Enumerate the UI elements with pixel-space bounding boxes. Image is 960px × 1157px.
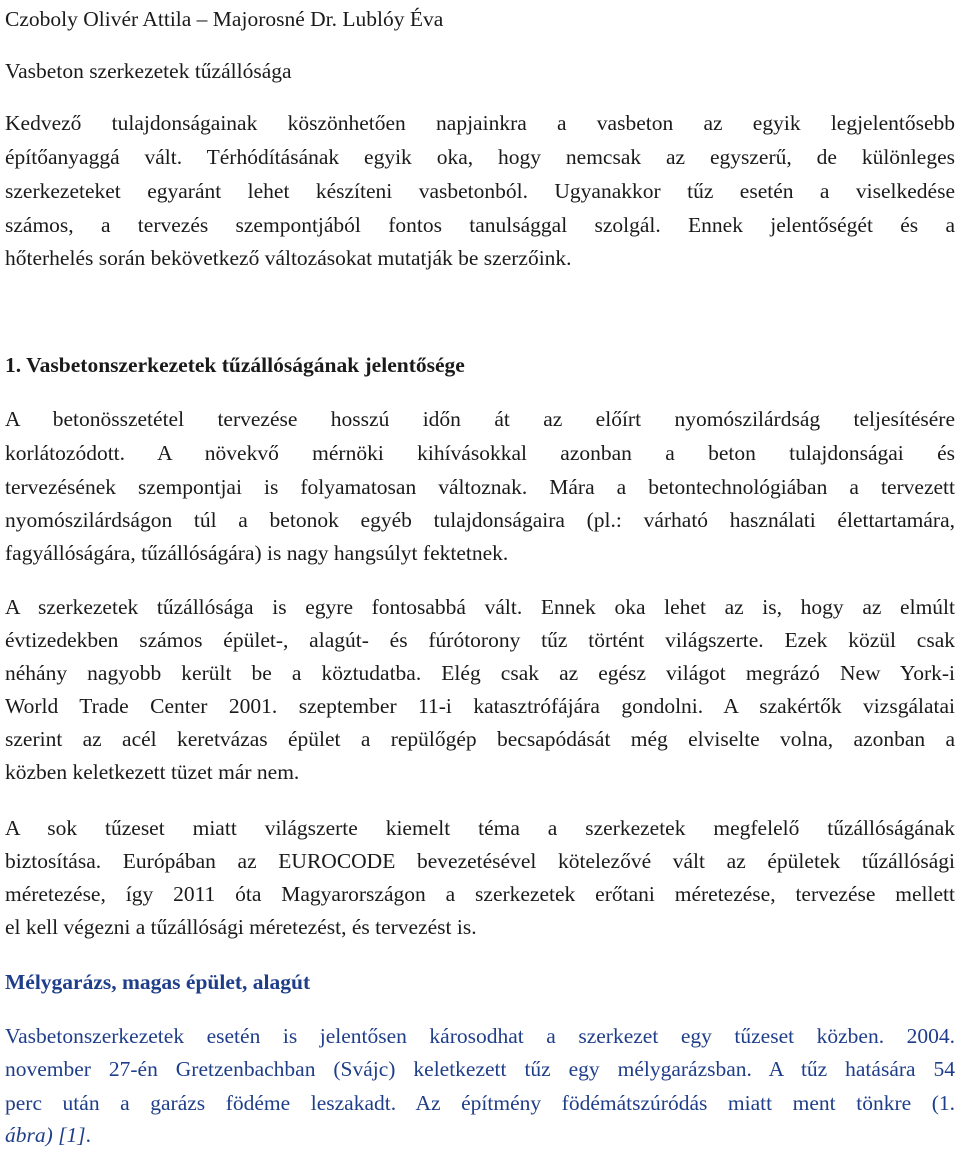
intro-line: számos, a tervezés szempontjából fontos tanulsággal szolgál. Ennek jelentőségét és a (5, 213, 955, 237)
sentence-end: . (85, 1123, 92, 1147)
paragraph-line: nyomószilárdságon túl a betonok egyéb tulajdonságaira (pl.: várható használati élettartamára, (5, 508, 955, 532)
paragraph-line: el kell végezni a tűzállósági méretezést, és tervezést is. (5, 915, 477, 939)
section1-heading: 1. Vasbetonszerkezetek tűzállóságának jelentősége (5, 353, 465, 377)
paragraph-line: fagyállóságára, tűzállóságára) is nagy hangsúlyt fektetnek. (5, 541, 509, 565)
paragraph-line: Vasbetonszerkezetek esetén is jelentősen károsodhat a szerkezet egy tűzeset közben. 2004. (5, 1024, 955, 1048)
figure-reference: ábra) [1] (5, 1123, 86, 1147)
paragraph-line: méretezése, így 2011 óta Magyarországon a szerkezetek erőtani méretezése, tervezése mellett (5, 882, 955, 906)
paragraph-line: tervezésének szempontjai is folyamatosan változnak. Mára a betontechnológiában a tervezett (5, 475, 955, 499)
paragraph-line: november 27-én Gretzenbachban (Svájc) keletkezett tűz egy mélygarázsban. A tűz hatására 54 (5, 1057, 955, 1081)
intro-line: Kedvező tulajdonságainak köszönhetően napjainkra a vasbeton az egyik legjelentősebb (5, 111, 955, 135)
intro-line: szerkezeteket egyaránt lehet készíteni vasbetonból. Ugyanakkor tűz esetén a viselkedése (5, 179, 955, 203)
paragraph-line: perc után a garázs födéme leszakadt. Az építmény födémátszúródás miatt ment tönkre (1. (5, 1091, 955, 1115)
document-title: Vasbeton szerkezetek tűzállósága (5, 59, 292, 83)
intro-line: építőanyaggá vált. Térhódításának egyik oka, hogy nemcsak az egyszerű, de különleges (5, 145, 955, 169)
paragraph-line: World Trade Center 2001. szeptember 11-i katasztrófájára gondolni. A szakértők vizsgálatai (5, 694, 955, 718)
paragraph-line: korlátozódott. A növekvő mérnöki kihívásokkal azonban a beton tulajdonságai és (5, 441, 955, 465)
intro-line: hőterhelés során bekövetkező változásokat mutatják be szerzőink. (5, 246, 572, 270)
paragraph-line: közben keletkezett tüzet már nem. (5, 760, 300, 784)
paragraph-line: A betonösszetétel tervezése hosszú időn át az előírt nyomószilárdság teljesítésére (5, 407, 955, 431)
authors-line: Czoboly Olivér Attila – Majorosné Dr. Lublóy Éva (5, 7, 444, 31)
section2-heading: Mélygarázs, magas épület, alagút (5, 970, 311, 994)
paragraph-line: évtizedekben számos épület-, alagút- és fúrótorony tűz történt világszerte. Ezek közül csak (5, 628, 955, 652)
paragraph-line: néhány nagyobb került be a köztudatba. Elég csak az egész világot megrázó New York-i (5, 661, 955, 685)
paragraph-line: szerint az acél keretvázas épület a repülőgép becsapódását még elviselte volna, azonban a (5, 727, 955, 751)
paragraph-line (5, 1120, 955, 1150)
paragraph-line: A sok tűzeset miatt világszerte kiemelt téma a szerkezetek megfelelő tűzállóságának (5, 816, 955, 840)
paragraph-line: A szerkezetek tűzállósága is egyre fontosabbá vált. Ennek oka lehet az is, hogy az elmúlt (5, 595, 955, 619)
paragraph-line: biztosítása. Európában az EUROCODE bevezetésével kötelezővé vált az épületek tűzállósági (5, 849, 955, 873)
